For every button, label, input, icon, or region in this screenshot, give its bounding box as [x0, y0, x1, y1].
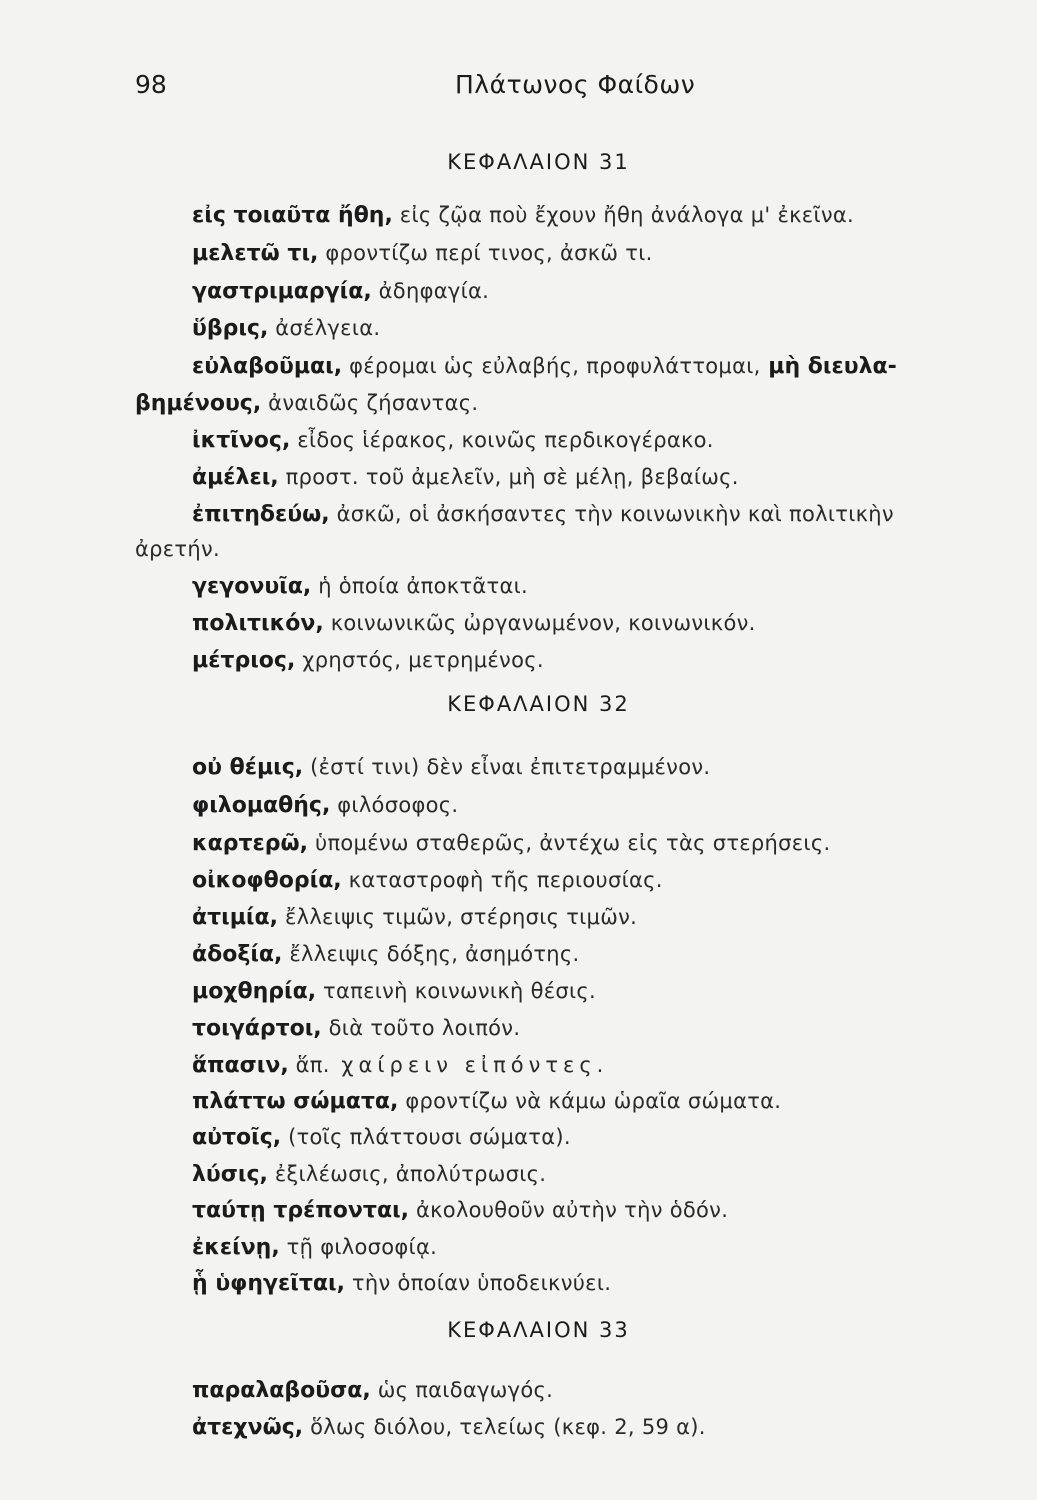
entry-term: ἅπασιν, — [192, 1053, 289, 1078]
entry-term: γεγονυῖα, — [192, 574, 312, 599]
glossary-entry — [192, 462, 992, 493]
entry-term: εὐλαβοῦμαι, — [192, 354, 343, 379]
entry-gloss: ἀσκῶ, οἱ ἀσκήσαντες τὴν κοινωνικὴν καὶ πολιτικὴν — [329, 502, 894, 526]
chapter-heading-32: ΚΕΦΑΛΑΙΟΝ 32 — [447, 692, 630, 716]
glossary-entry — [192, 1086, 992, 1117]
entry-gloss: εἰς ζῷα ποὺ ἔχουν ἤθη ἀνάλογα μ' ἐκεῖνα. — [392, 203, 855, 227]
entry-gloss: εἶδος ἱέρακος, κοινῶς περδικογέρακο. — [290, 428, 714, 452]
glossary-entry — [192, 902, 992, 933]
glossary-entry — [192, 1195, 992, 1226]
entry-term-continuation: μὴ διευλα- — [760, 354, 897, 379]
glossary-entry — [192, 1375, 992, 1406]
glossary-entry — [192, 752, 992, 783]
entry-term: καρτερῶ, — [192, 831, 309, 856]
entry-term: ἀτεχνῶς, — [192, 1415, 304, 1440]
entry-gloss: καταστροφὴ τῆς περιουσίας. — [341, 868, 663, 892]
entry-gloss: φροντίζω περί τινος, ἀσκῶ τι. — [318, 241, 653, 265]
glossary-entry — [192, 1013, 992, 1044]
entry-gloss: ἔλλειψις δόξης, ἀσημότης. — [282, 942, 580, 966]
glossary-entry — [192, 645, 992, 676]
entry-term: τοιγάρτοι, — [192, 1016, 322, 1041]
entry-gloss: χρηστός, μετρημένος. — [295, 648, 544, 672]
entry-term: παραλαβοῦσα, — [192, 1378, 371, 1403]
entry-gloss: (ἐστί τινι) δὲν εἶναι ἐπιτετραμμένον. — [303, 755, 711, 779]
entry-gloss: φιλόσοφος. — [330, 793, 459, 817]
entry-gloss-spaced: χαίρειν εἰπόντες. — [329, 1053, 609, 1077]
glossary-entry — [192, 608, 992, 639]
entry-gloss: φροντίζω νὰ κάμω ὡραῖα σώματα. — [398, 1089, 782, 1113]
entry-gloss: προστ. τοῦ ἀμελεῖν, μὴ σὲ μέλῃ, βεβαίως. — [278, 465, 739, 489]
glossary-entry — [192, 865, 992, 896]
entry-term: μοχθηρία, — [192, 979, 317, 1004]
glossary-entry — [192, 499, 992, 530]
glossary-entry — [192, 351, 992, 382]
entry-gloss: ὅλως διόλου, τελείως (κεφ. 2, 59 α). — [303, 1415, 706, 1439]
glossary-entry — [192, 1232, 992, 1263]
glossary-entry — [192, 828, 992, 859]
entry-term: μέτριος, — [192, 648, 296, 673]
entry-gloss: ἡ ὁποία ἀποκτᾶται. — [311, 574, 529, 598]
glossary-entry — [192, 313, 992, 344]
glossary-entry — [192, 200, 992, 231]
entry-term: φιλομαθής, — [192, 793, 331, 818]
entry-gloss: φέρομαι ὡς εὐλαβής, προφυλάττομαι, — [342, 354, 761, 378]
entry-term: ἐκείνῃ, — [192, 1235, 280, 1260]
entry-gloss: ἔλλειψις τιμῶν, στέρησις τιμῶν. — [277, 905, 638, 929]
entry-term: πολιτικόν, — [192, 611, 324, 636]
entry-gloss: (τοῖς πλάττουσι σώματα). — [281, 1125, 571, 1149]
entry-gloss: ἀσέλγεια. — [268, 316, 381, 340]
entry-term: ἀτιμία, — [192, 905, 278, 930]
glossary-entry — [192, 976, 992, 1007]
entry-term: ἀδοξία, — [192, 942, 283, 967]
entry-term: πλάττω σώματα, — [192, 1089, 399, 1114]
glossary-entry — [192, 1268, 992, 1299]
entry-gloss: κοινωνικῶς ὠργανωμένον, κοινωνικόν. — [323, 611, 756, 635]
glossary-entry-continuation — [135, 534, 935, 564]
entry-term: βημένους, — [135, 391, 262, 416]
entry-term: εἰς τοιαῦτα ἤθη, — [192, 203, 393, 228]
glossary-entry — [192, 1050, 992, 1081]
entry-gloss: ὑπομένω σταθερῶς, ἀντέχω εἰς τὰς στερήσεις. — [308, 831, 831, 855]
entry-term: λύσις, — [192, 1162, 268, 1187]
entry-term: γαστριμαργία, — [192, 279, 372, 304]
glossary-entry — [192, 276, 992, 307]
glossary-entry — [192, 571, 992, 602]
entry-term: ἐπιτηδεύω, — [192, 502, 330, 527]
entry-gloss: ταπεινὴ κοινωνικὴ θέσις. — [316, 979, 596, 1003]
chapter-heading-33: ΚΕΦΑΛΑΙΟΝ 33 — [447, 1318, 630, 1342]
entry-gloss: ἀναιδῶς ζήσαντας. — [261, 391, 479, 415]
entry-gloss: ἀρετήν. — [135, 537, 220, 561]
entry-gloss: ἀδηφαγία. — [371, 279, 490, 303]
glossary-entry-continuation — [135, 388, 935, 419]
entry-gloss: ἅπ. — [288, 1053, 330, 1077]
entry-term: ὕβρις, — [192, 316, 269, 341]
glossary-entry — [192, 425, 992, 456]
entry-gloss: ἐξιλέωσις, ἀπολύτρωσις. — [267, 1162, 547, 1186]
glossary-entry — [192, 1122, 992, 1153]
entry-term: ἰκτῖνος, — [192, 428, 291, 453]
entry-term: ταύτῃ τρέπονται, — [192, 1198, 409, 1223]
entry-term: ᾗ ὑφηγεῖται, — [192, 1271, 345, 1296]
glossary-entry — [192, 1412, 992, 1443]
glossary-entry — [192, 1159, 992, 1190]
entry-gloss: τὴν ὁποίαν ὑποδεικνύει. — [344, 1271, 612, 1295]
entry-gloss: ἀκολουθοῦν αὐτὴν τὴν ὁδόν. — [409, 1198, 729, 1222]
page-number: 98 — [135, 70, 167, 99]
entry-term: ἀμέλει, — [192, 465, 279, 490]
entry-gloss: διὰ τοῦτο λοιπόν. — [321, 1016, 521, 1040]
entry-gloss: τῇ φιλοσοφίᾳ. — [279, 1235, 438, 1259]
entry-term: οὐ θέμις, — [192, 755, 304, 780]
running-head — [135, 70, 935, 110]
chapter-heading-31: ΚΕΦΑΛΑΙΟΝ 31 — [447, 150, 630, 174]
entry-term: αὐτοῖς, — [192, 1125, 282, 1150]
glossary-entry — [192, 790, 992, 821]
glossary-entry — [192, 238, 992, 269]
entry-term: μελετῶ τι, — [192, 241, 319, 266]
entry-term: οἰκοφθορία, — [192, 868, 342, 893]
glossary-entry — [192, 939, 992, 970]
entry-gloss: ὡς παιδαγωγός. — [370, 1378, 554, 1402]
book-title: Πλάτωνος Φαίδων — [455, 70, 696, 99]
